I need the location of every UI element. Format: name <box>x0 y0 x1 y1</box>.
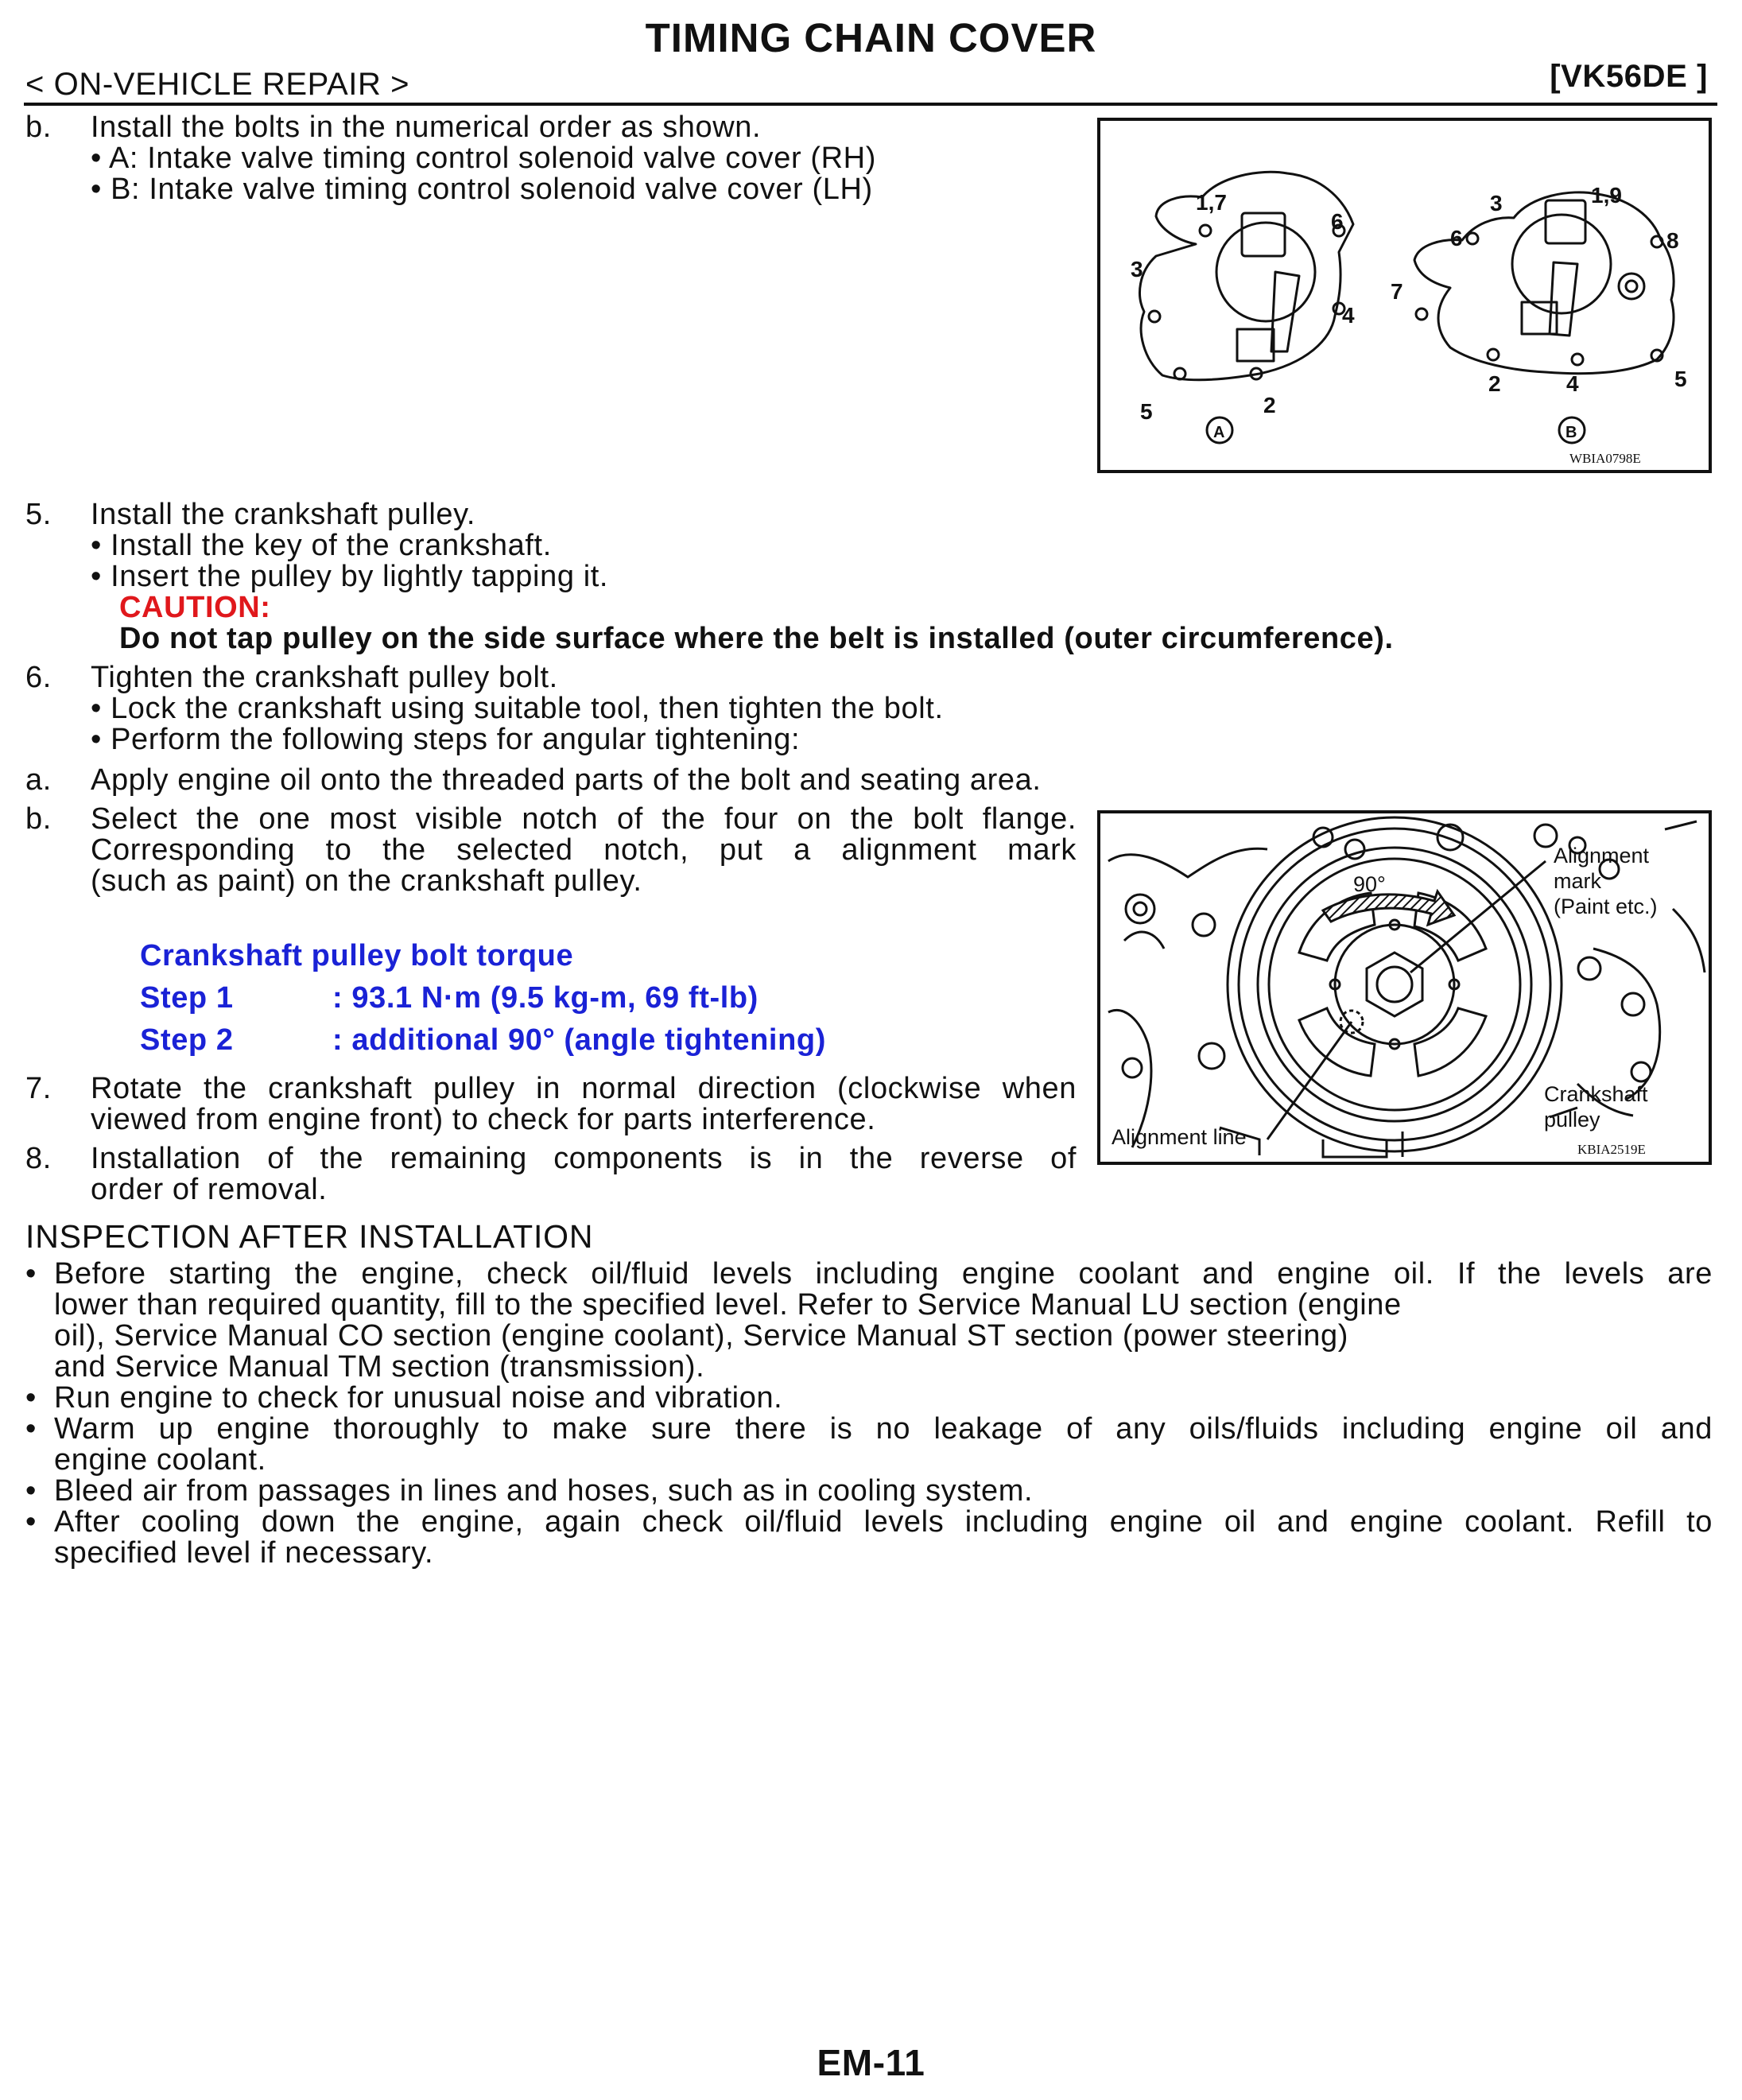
bullet-text: Insert the pulley by lightly tapping it. <box>111 560 609 593</box>
figure-code: WBIA0798E <box>1569 451 1641 466</box>
inspection-line: Warm up engine thoroughly to make sure there is no leakage of any oils/fluids including engine oil and <box>54 1412 1713 1446</box>
cover-b-bolt-label: 7 <box>1391 279 1403 304</box>
cover-b-bolt-label: 2 <box>1488 371 1501 396</box>
engine-code: [VK56DE ] <box>1550 59 1708 94</box>
page-number: EM-11 <box>817 2042 925 2083</box>
step-8-line: order of removal. <box>91 1173 328 1206</box>
step-b2-marker: b. <box>25 802 52 836</box>
step-b-marker: b. <box>25 111 52 144</box>
bullet-marker: • <box>25 1474 37 1508</box>
inspection-line: specified level if necessary. <box>54 1536 434 1570</box>
cover-a-bolt-label: 6 <box>1331 209 1344 234</box>
inspection-line: Bleed air from passages in lines and hoses, such as in cooling system. <box>54 1474 1034 1508</box>
step-a-marker: a. <box>25 763 52 797</box>
torque-step-value: : 93.1 N·m (9.5 kg-m, 69 ft-lb) <box>332 981 758 1015</box>
caution-text: Do not tap pulley on the side surface where the belt is installed (outer circumference). <box>119 622 1394 655</box>
alignment-mark-label: mark <box>1554 869 1601 893</box>
bullet-marker: • <box>25 1505 37 1539</box>
cover-a-bolt-label: 2 <box>1263 393 1276 417</box>
step-6-text: Tighten the crankshaft pulley bolt. <box>91 661 558 694</box>
step-6-marker: 6. <box>25 661 52 694</box>
step-6-bullet-1: • Lock the crankshaft using suitable tool, then tighten the bolt. <box>91 692 944 725</box>
torque-step-label: Step 2 <box>140 1023 234 1057</box>
inspection-line: engine coolant. <box>54 1443 266 1477</box>
inspection-line: and Service Manual TM section (transmission). <box>54 1350 705 1384</box>
cover-b-bolt-label: 5 <box>1674 367 1687 391</box>
page-title: TIMING CHAIN COVER <box>645 15 1097 60</box>
cover-b-tag: B <box>1565 424 1577 441</box>
inspection-line: oil), Service Manual CO section (engine coolant), Service Manual ST section (power steering) <box>54 1319 1348 1353</box>
figure-solenoid-covers <box>1097 118 1712 473</box>
cover-a-tag: A <box>1213 424 1225 441</box>
bullet-text: B: Intake valve timing control solenoid valve cover (LH) <box>111 173 873 206</box>
step-5-marker: 5. <box>25 498 52 531</box>
step-b2-line: (such as paint) on the crankshaft pulley. <box>91 864 642 898</box>
step-7-marker: 7. <box>25 1072 52 1105</box>
inspection-line: Before starting the engine, check oil/fluid levels including engine coolant and engine oil. If the levels are <box>54 1257 1713 1291</box>
caution-label: CAUTION: <box>119 591 271 624</box>
figure-crankshaft-pulley <box>1097 810 1712 1165</box>
step-5-text: Install the crankshaft pulley. <box>91 498 476 531</box>
inspection-heading: INSPECTION AFTER INSTALLATION <box>25 1218 594 1255</box>
step-a-text: Apply engine oil onto the threaded parts of the bolt and seating area. <box>91 763 1042 797</box>
bullet-text: Lock the crankshaft using suitable tool, then tighten the bolt. <box>111 692 944 725</box>
step-7-line: viewed from engine front) to check for parts interference. <box>91 1103 876 1136</box>
cover-b-bolt-label: 8 <box>1666 228 1679 253</box>
step-b2-line: Corresponding to the selected notch, put a alignment mark <box>91 833 1077 867</box>
angle-label: 90° <box>1353 872 1386 896</box>
bullet-marker: • <box>25 1257 37 1291</box>
torque-step-label: Step 1 <box>140 981 234 1015</box>
step-b-text: Install the bolts in the numerical order as shown. <box>91 111 762 144</box>
alignment-line-label: Alignment line <box>1112 1125 1247 1149</box>
inspection-line: lower than required quantity, fill to the specified level. Refer to Service Manual LU section (engine <box>54 1288 1402 1322</box>
crankshaft-pulley-drawing <box>1100 813 1709 1162</box>
alignment-mark-label: Alignment <box>1554 844 1650 868</box>
cover-a-bolt-label: 1,7 <box>1196 190 1227 215</box>
cover-b-bolt-label: 3 <box>1490 191 1503 215</box>
cover-b-bolt-label: 1,9 <box>1591 183 1622 208</box>
inspection-line: After cooling down the engine, again check oil/fluid levels including engine oil and engine coolant. Refill to <box>54 1505 1713 1539</box>
cover-a-bolt-label: 4 <box>1342 303 1355 328</box>
figure-code: KBIA2519E <box>1577 1142 1646 1157</box>
alignment-mark-label: (Paint etc.) <box>1554 895 1658 918</box>
header-rule <box>24 103 1717 106</box>
step-b-bullet-2: • B: Intake valve timing control solenoid valve cover (LH) <box>91 173 873 206</box>
step-8-line: Installation of the remaining components is in the reverse of <box>91 1142 1077 1175</box>
solenoid-covers-drawing <box>1100 121 1709 470</box>
inspection-line: Run engine to check for unusual noise and vibration. <box>54 1381 783 1415</box>
step-b-bullet-1: • A: Intake valve timing control solenoid valve cover (RH) <box>91 142 876 175</box>
torque-heading: Crankshaft pulley bolt torque <box>140 939 574 972</box>
cover-b-bolt-label: 6 <box>1450 226 1463 250</box>
step-8-marker: 8. <box>25 1142 52 1175</box>
cover-b-bolt-label: 4 <box>1566 371 1579 396</box>
torque-step-value: : additional 90° (angle tightening) <box>332 1023 826 1057</box>
step-7-line: Rotate the crankshaft pulley in normal direction (clockwise when <box>91 1072 1077 1105</box>
cover-a-bolt-label: 5 <box>1140 399 1153 424</box>
bullet-text: Perform the following steps for angular tightening: <box>111 723 801 756</box>
crankshaft-pulley-label: Crankshaft <box>1544 1082 1648 1106</box>
step-6-bullet-2: • Perform the following steps for angular tightening: <box>91 723 801 756</box>
crankshaft-pulley-label: pulley <box>1544 1108 1600 1132</box>
step-b2-line: Select the one most visible notch of the four on the bolt flange. <box>91 802 1077 836</box>
bullet-marker: • <box>25 1412 37 1446</box>
bullet-marker: • <box>25 1381 37 1415</box>
step-5-bullet-1: • Install the key of the crankshaft. <box>91 529 552 562</box>
cover-a-bolt-label: 3 <box>1131 257 1143 281</box>
step-5-bullet-2: • Insert the pulley by lightly tapping it. <box>91 560 609 593</box>
bullet-text: Install the key of the crankshaft. <box>111 529 552 562</box>
bullet-text: A: Intake valve timing control solenoid valve cover (RH) <box>108 142 876 175</box>
section-label: < ON-VEHICLE REPAIR > <box>25 67 410 102</box>
